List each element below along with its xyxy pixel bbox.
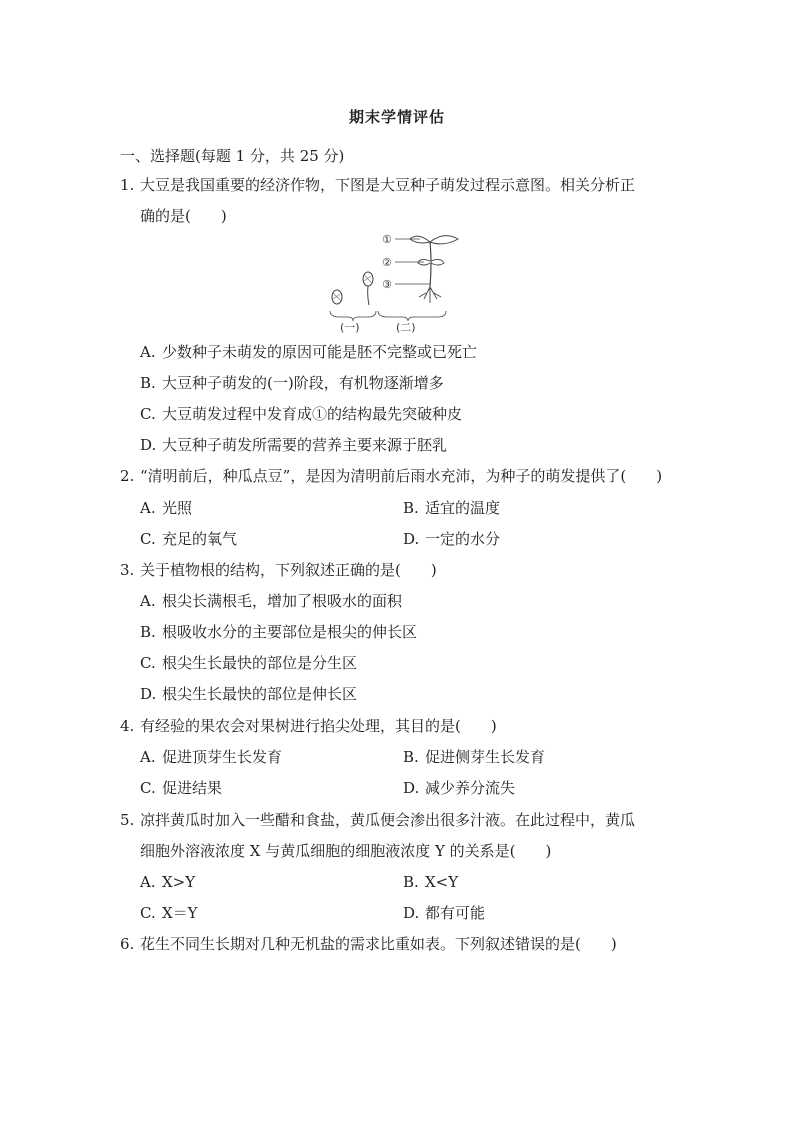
leaf-right [430,236,458,244]
leaf-left [410,236,430,243]
seedling-stem [430,242,431,287]
option-key: C. [140,654,156,672]
question-text: 有经验的果农会对果树进行掐尖处理，其目的是( ) [140,717,497,735]
roots [419,287,441,303]
stage-label-2: (二) [396,321,416,334]
option-text: X＝Y [162,904,198,922]
option-text: 根尖生长最快的部位是分生区 [162,654,358,672]
brace-stage-2 [378,311,446,321]
option-text: 少数种子未萌发的原因可能是胚不完整或已死亡 [162,343,478,361]
option-key: B. [140,374,156,392]
question-number: 2. [120,467,135,485]
question-number: 3. [120,561,135,579]
question-1-continuation: 确的是( ) [140,207,227,225]
option [140,591,402,611]
option-text: 适宜的温度 [425,499,501,517]
question-number: 4. [120,717,135,735]
option-text: X<Y [425,873,459,891]
option [403,498,500,518]
question-number: 1. [120,176,135,194]
question-1 [120,175,635,195]
option-text: 促进结果 [162,779,223,797]
option-key: C. [140,904,156,922]
option [140,747,282,767]
option [140,435,447,455]
option-key: C. [140,779,156,797]
option-text: 根尖生长最快的部位是伸长区 [162,685,358,703]
section-heading: 一、选择题(每题 1 分，共 25 分) [120,147,345,165]
stage-label-1: (一) [340,321,360,334]
option [140,872,195,892]
option-text: 促进顶芽生长发育 [162,748,283,766]
option-key: D. [140,685,157,703]
question-5 [120,810,635,830]
option-key: B. [140,623,156,641]
question-2 [120,466,662,486]
option-key: B. [403,748,419,766]
option [403,529,500,549]
page-title: 期末学情评估 [348,108,445,126]
option-text: 促进侧芽生长发育 [425,748,546,766]
option-key: A. [140,343,156,361]
option-text: 充足的氧气 [162,530,238,548]
option-text: 根吸收水分的主要部位是根尖的伸长区 [162,623,418,641]
marker-2: ② [382,256,392,269]
option [140,684,357,704]
option [403,872,458,892]
soybean-germination-figure [320,227,480,337]
option [140,778,222,798]
question-6 [120,934,617,954]
question-text: 凉拌黄瓜时加入一些醋和食盐，黄瓜便会渗出很多汁液。在此过程中，黄瓜 [140,811,636,829]
option-key: A. [140,873,156,891]
question-number: 6. [120,935,135,953]
option-key: A. [140,499,156,517]
option-key: B. [403,873,419,891]
question-text: 花生不同生长期对几种无机盐的需求比重如表。下列叙述错误的是( ) [140,935,617,953]
option [403,778,515,798]
option-text: 大豆种子萌发所需要的营养主要来源于胚乳 [162,436,448,454]
option [140,622,417,642]
option-key: D. [140,436,157,454]
option [140,653,357,673]
question-text: 关于植物根的结构，下列叙述正确的是( ) [140,561,437,579]
marker-1: ① [382,233,392,246]
option-key: A. [140,592,156,610]
question-4 [120,716,497,736]
brace-stage-1 [330,311,376,321]
option-text: 一定的水分 [425,530,501,548]
question-number: 5. [120,811,135,829]
option [140,373,444,393]
option [140,529,237,549]
question-5-continuation: 细胞外溶液浓度 X 与黄瓜细胞的细胞液浓度 Y 的关系是( ) [140,842,552,860]
option-text: 根尖长满根毛，增加了根吸水的面积 [162,592,403,610]
option-key: C. [140,405,156,423]
option [403,747,545,767]
option [140,498,192,518]
option-text: 光照 [162,499,193,517]
question-text: 大豆是我国重要的经济作物，下图是大豆种子萌发过程示意图。相关分析正 [140,176,636,194]
marker-3: ③ [382,278,392,291]
option-text: X>Y [162,873,196,891]
option [403,903,485,923]
question-text: “清明前后，种瓜点豆”，是因为清明前后雨水充沛，为种子的萌发提供了( ) [140,467,663,485]
question-3 [120,560,437,580]
option-key: D. [403,904,420,922]
germination-diagram [320,227,480,337]
option-key: C. [140,530,156,548]
option [140,404,462,424]
option-text: 都有可能 [425,904,486,922]
option-text: 减少养分流失 [425,779,516,797]
option-text: 大豆种子萌发的(一)阶段，有机物逐渐增多 [162,374,444,392]
option [140,342,477,362]
option-text: 大豆萌发过程中发育成①的结构最先突破种皮 [162,405,463,423]
option-key: D. [403,530,420,548]
option-key: A. [140,748,156,766]
option [140,903,198,923]
option-key: B. [403,499,419,517]
option-key: D. [403,779,420,797]
